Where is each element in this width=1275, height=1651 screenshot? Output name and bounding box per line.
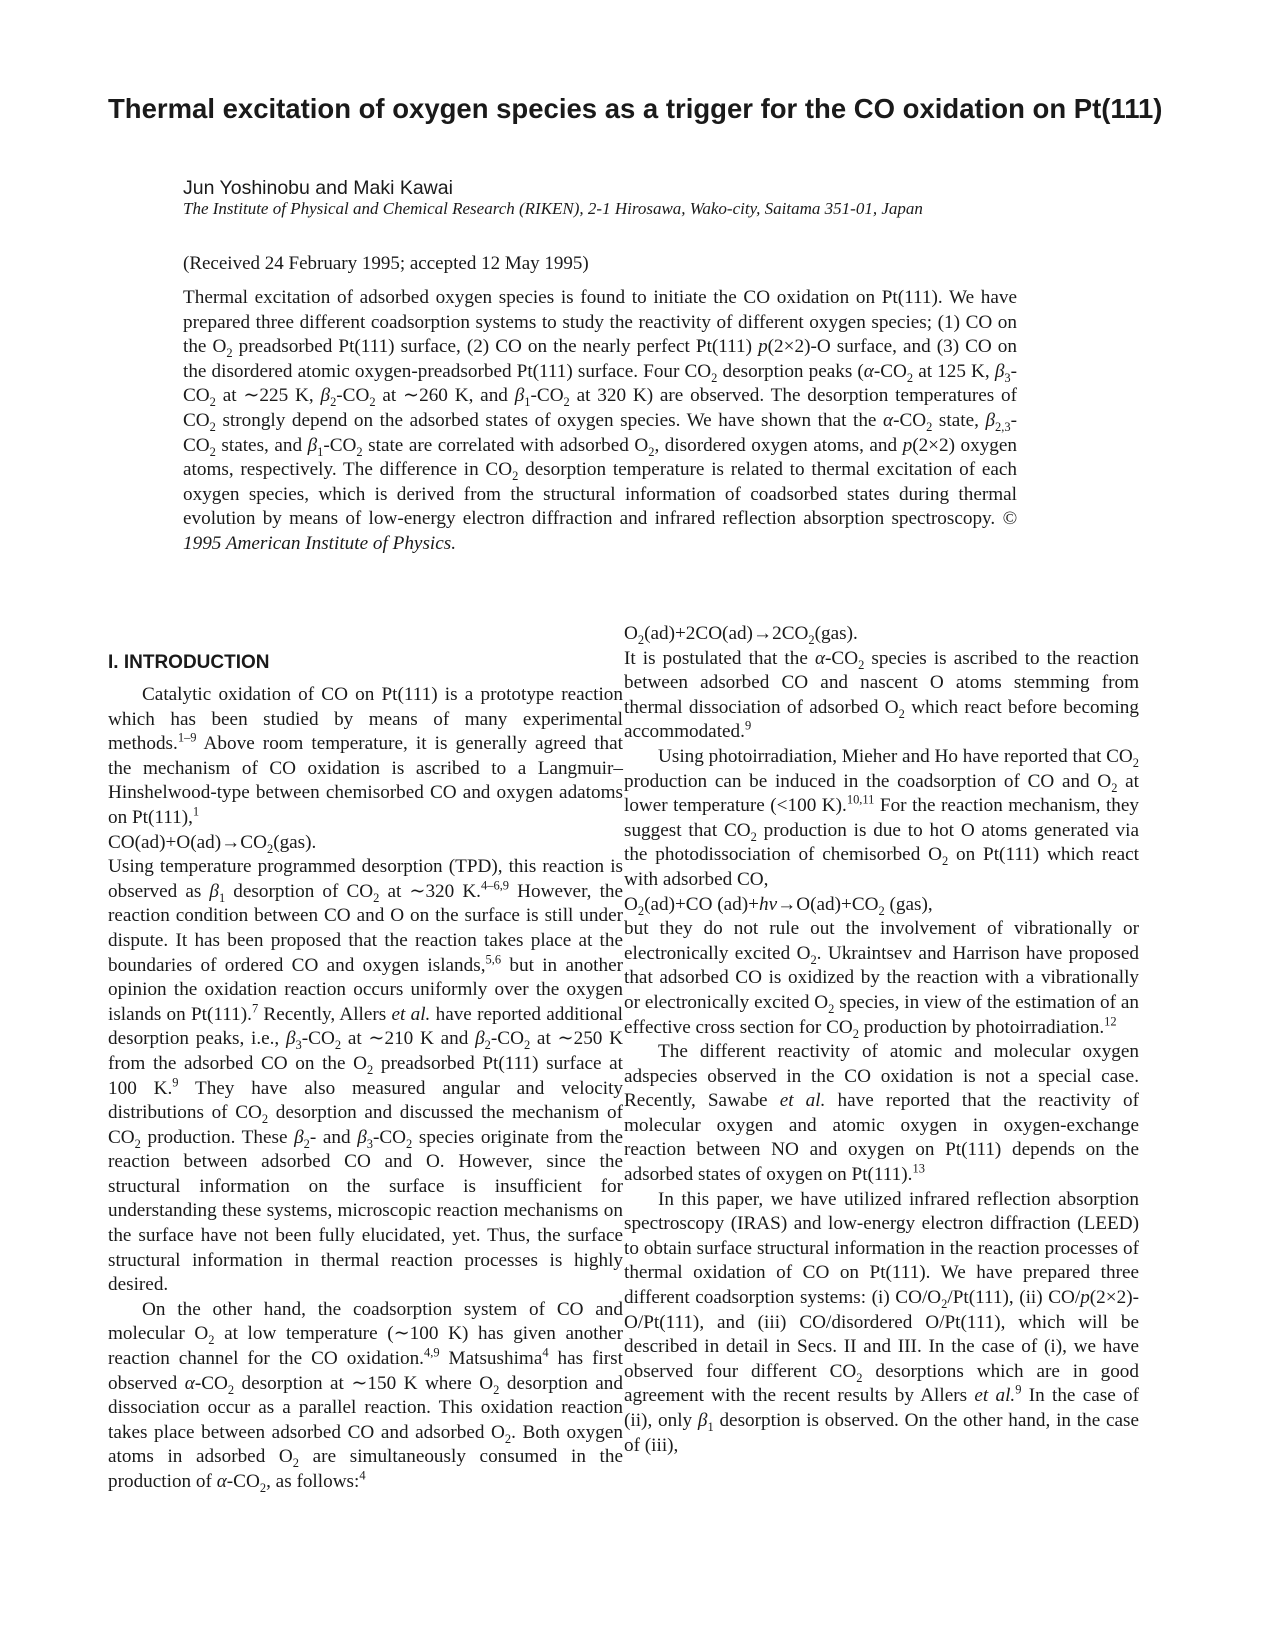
- paragraph: On the other hand, the coadsorption system of CO and molecular $O_2$ at low temperature (∼100 K) has given another reaction channel for the CO oxidation.$^{4,9}$ Matsushima$^4$ has first observed $\alpha-CO_2$ desorption at ∼150 K where $O_2$ desorption and dissociation occur as a parallel reaction. This oxidation reaction takes place between adsorbed CO and adsorbed $O_2$. Both oxygen atoms in adsorbed $O_2$ are simultaneously consumed in the production of $\alpha-CO_2$, as follows:$^4$: [108, 1298, 623, 1495]
- paragraph: Using temperature programmed desorption (TPD), this reaction is observed as $\beta_1$ desorption of $CO_2$ at ∼320 K.$^{4-6,9}$ However, the reaction condition between CO and O on the surface is still under dispute. It has been proposed that the reaction takes place at the boundaries of ordered CO and oxygen islands,$^{5,6}$ but in another opinion the oxidation reaction occurs uniformly over the oxygen islands on Pt(111).$^7$ Recently, Allers et al. have reported additional desorption peaks, i.e., $\beta_3-CO_2$ at ∼210 K and $\beta_2-CO_2$ at ∼250 K from the adsorbed CO on the $O_2$ preadsorbed Pt(111) surface at 100 K.$^9$ They have also measured angular and velocity distributions of $CO_2$ desorption and discussed the mechanism of $CO_2$ production. These $\beta_2-$ and $\beta_3-CO_2$ species originate from the reaction between adsorbed CO and O. However, since the structural information on the surface is insufficient for understanding these systems, microscopic reaction mechanisms on the surface have not been fully elucidated, yet. Thus, the surface structural information in thermal reaction processes is highly desired.: [108, 856, 624, 1296]
- paragraph: In this paper, we have utilized infrared reflection absorption spectroscopy (IRAS) and low-energy electron diffraction (LEED) to obtain surface structural information in the reaction processes of thermal oxidation of CO on Pt(111). We have prepared three different coadsorption systems: (i) $CO/O_2/Pt(111)$, (ii) CO/p(2×2)-O/Pt(111), and (iii) CO/disordered O/Pt(111), which will be described in detail in Secs. II and III. In the case of (i), we have observed four different $CO_2$ desorptions which are in good agreement with the recent results by Allers et al.$^9$ In the case of (ii), only $\beta_1$ desorption is observed. On the other hand, in the case of (iii),: [624, 1188, 1139, 1456]
- paragraph: The different reactivity of atomic and molecular oxygen adspecies observed in the CO oxidation is not a special case. Recently, Sawabe et al. have reported that the reactivity of molecular oxygen and atomic oxygen in oxygen-exchange reaction between NO and oxygen on Pt(111) depends on the adsorbed states of oxygen on Pt(111).$^{13}$: [624, 1041, 1139, 1186]
- author-list: Jun Yoshinobu and Maki Kawai: [183, 177, 453, 199]
- equation-3: $O_2(ad)+CO$ $(ad)+h\nu\to O(ad)+CO_2$ (gas),: [624, 893, 933, 918]
- paper-title: Thermal excitation of oxygen species as a trigger for the CO oxidation on Pt(111): [108, 93, 1163, 124]
- paragraph: Catalytic oxidation of CO on Pt(111) is a prototype reaction which has been studied by means of many experimental methods.$^{1-9}$ Above room temperature, it is generally agreed that the mechanism of CO oxidation is ascribed to a Langmuir–Hinshelwood-type between chemisorbed CO and oxygen adatoms on Pt(111),$^1$: [108, 684, 623, 828]
- paragraph: Using photoirradiation, Mieher and Ho have reported that $CO_2$ production can be induced in the coadsorption of CO and $O_2$ at lower temperature (<100 K).$^{10,11}$ For the reaction mechanism, they suggest that $CO_2$ production is due to hot O atoms generated via the photodissociation of chemisorbed $O_2$ on Pt(111) which react with adsorbed CO,: [624, 745, 1140, 890]
- received-date: (Received 24 February 1995; accepted 12 May 1995): [183, 253, 589, 274]
- equation-1: $CO(ad)+O(ad)\to CO_2(gas)$.: [108, 831, 317, 856]
- section-heading-introduction: I. INTRODUCTION: [108, 652, 270, 673]
- right-column: [624, 622, 1139, 1458]
- affiliation: The Institute of Physical and Chemical Research (RIKEN), 2-1 Hirosawa, Wako-city, Saitama 351-01, Japan: [183, 199, 923, 218]
- left-column: [108, 683, 623, 1495]
- equation-2: $O_2(ad)+2CO(ad)\to 2CO_2(gas)$.: [624, 623, 858, 647]
- copyright-notice: © 1995 American Institute of Physics.: [183, 508, 1017, 554]
- abstract: Thermal excitation of adsorbed oxygen species is found to initiate the CO oxidation on Pt(111). We have prepared three different coadsorption systems to study the reactivity of different oxygen species; (1) CO on the $O_2$ preadsorbed Pt(111) surface, (2) CO on the nearly perfect Pt(111) p(2×2)-O surface, and (3) CO on the disordered atomic oxygen-preadsorbed Pt(111) surface. Four $CO_2$ desorption peaks ($\alpha-CO_2$ at 125 K, $\beta_3-CO_2$ at ∼225 K, $\beta_2-CO_2$ at ∼260 K, and $\beta_1-CO_2$ at 320 K) are observed. The desorption temperatures of $CO_2$ strongly depend on the adsorbed states of oxygen species. We have shown that the $\alpha-CO_2$ state, $\beta_{2,3}-CO_2$ states, and $\beta_1-CO_2$ state are correlated with adsorbed $O_2$, disordered oxygen atoms, and p(2×2) oxygen atoms, respectively. The difference in $CO_2$ desorption temperature is related to thermal excitation of each oxygen species, which is derived from the structural information of coadsorbed states during thermal evolution by means of low-energy electron diffraction and infrared reflection absorption spectroscopy. © 1995 American Institute of Physics.: [183, 287, 1017, 554]
- paragraph: It is postulated that the $\alpha-CO_2$ species is ascribed to the reaction between adsorbed CO and nascent O atoms stemming from thermal dissociation of adsorbed $O_2$ which react before becoming accommodated.$^9$: [624, 647, 1139, 743]
- paragraph: but they do not rule out the involvement of vibrationally or electronically excited $O_2$. Ukraintsev and Harrison have proposed that adsorbed CO is oxidized by the reaction with a vibrationally or electronically excited $O_2$ species, in view of the estimation of an effective cross section for $CO_2$ production by photoirradiation.$^{12}$: [624, 918, 1139, 1041]
